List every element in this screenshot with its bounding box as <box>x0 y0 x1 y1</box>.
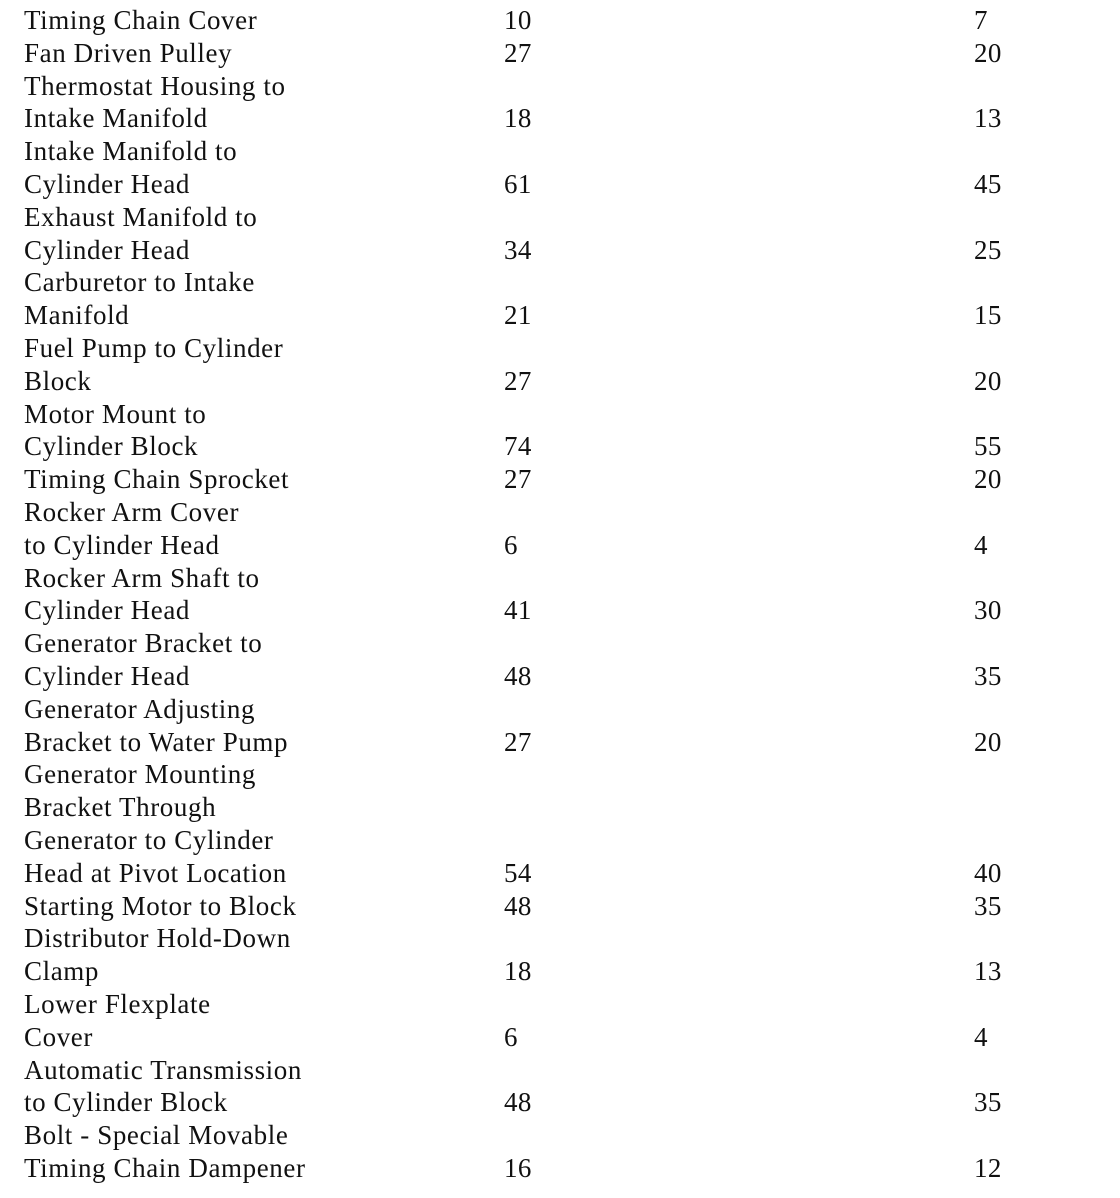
torque-value-b: 4 <box>974 1021 988 1052</box>
value-column-b <box>974 496 1114 562</box>
component-label-line: Timing Chain Cover <box>24 5 258 35</box>
value-column-b <box>974 922 1114 988</box>
component-label <box>24 37 494 70</box>
value-column-a <box>504 562 974 628</box>
value-column-b <box>974 693 1114 759</box>
spacer <box>974 201 1114 234</box>
component-label <box>24 135 494 201</box>
value-column-b <box>974 463 1114 496</box>
value-column-a <box>504 922 974 988</box>
spacer <box>504 824 974 857</box>
torque-value-a: 27 <box>504 37 532 68</box>
spacer <box>974 562 1114 595</box>
component-label-line: Block <box>24 365 92 396</box>
table-row <box>24 496 1120 562</box>
component-label-line: to Cylinder Head <box>24 529 220 560</box>
spacer <box>504 562 974 595</box>
torque-value-a: 27 <box>504 464 532 495</box>
component-label-line: Head at Pivot Location <box>24 857 287 888</box>
value-column-a <box>504 758 974 889</box>
component-label-line: Bracket Through <box>24 792 217 823</box>
component-label <box>24 627 494 693</box>
spacer <box>974 988 1114 1021</box>
component-label <box>24 4 494 37</box>
value-column-a <box>504 398 974 464</box>
component-label <box>24 758 494 889</box>
value-column-b <box>974 70 1114 136</box>
spacer <box>974 1119 1114 1152</box>
torque-value-b: 7 <box>974 5 988 35</box>
component-label-line: Motor Mount to <box>24 398 207 429</box>
value-column-b <box>974 627 1114 693</box>
value-column-a <box>504 201 974 267</box>
torque-value-b: 40 <box>974 857 1002 888</box>
spacer <box>974 693 1114 726</box>
component-label-line: Rocker Arm Shaft to <box>24 562 260 593</box>
spacer <box>504 332 974 365</box>
component-label-line: Generator to Cylinder <box>24 824 274 855</box>
component-label-line: Fuel Pump to Cylinder <box>24 332 284 363</box>
spacer <box>974 135 1114 168</box>
table-row <box>24 1054 1120 1120</box>
value-column-b <box>974 1054 1114 1120</box>
component-label-line: Timing Chain Dampener <box>24 1152 306 1183</box>
table-row <box>24 562 1120 628</box>
torque-value-a: 27 <box>504 726 532 757</box>
spacer <box>504 135 974 168</box>
torque-value-b: 20 <box>974 464 1002 495</box>
torque-value-b: 13 <box>974 956 1002 987</box>
value-column-a <box>504 135 974 201</box>
spacer <box>974 1054 1114 1087</box>
table-row <box>24 201 1120 267</box>
value-column-a <box>504 693 974 759</box>
torque-value-b: 20 <box>974 726 1002 757</box>
spacer <box>504 627 974 660</box>
component-label-line: Intake Manifold to <box>24 136 238 167</box>
spacer <box>504 266 974 299</box>
value-column-b <box>974 1119 1114 1185</box>
table-row <box>24 1119 1120 1185</box>
component-label-line: Generator Mounting <box>24 759 256 790</box>
table-row <box>24 37 1120 70</box>
torque-value-b: 45 <box>974 168 1002 199</box>
value-column-b <box>974 758 1114 889</box>
value-column-a <box>504 463 974 496</box>
spacer <box>504 922 974 955</box>
torque-value-a: 61 <box>504 168 532 199</box>
component-label-line: Rocker Arm Cover <box>24 496 240 527</box>
table-row <box>24 135 1120 201</box>
component-label-line: Timing Chain Sprocket <box>24 464 290 495</box>
component-label-line: Generator Bracket to <box>24 628 263 659</box>
torque-value-b: 13 <box>974 103 1002 134</box>
component-label-line: Bolt - Special Movable <box>24 1120 289 1151</box>
torque-value-b: 12 <box>974 1152 1002 1183</box>
component-label <box>24 1119 494 1185</box>
spacer <box>974 922 1114 955</box>
torque-value-b: 20 <box>974 365 1002 396</box>
value-column-a <box>504 266 974 332</box>
torque-value-a: 74 <box>504 431 532 462</box>
component-label-line: Cylinder Head <box>24 168 191 199</box>
component-label-line: Cylinder Block <box>24 431 199 462</box>
torque-value-b: 30 <box>974 595 1002 626</box>
torque-value-a: 16 <box>504 1152 532 1183</box>
component-label <box>24 1054 494 1120</box>
spacer <box>974 824 1114 857</box>
component-label-line: Fan Driven Pulley <box>24 37 233 68</box>
spacer <box>504 70 974 103</box>
component-label-line: Clamp <box>24 956 99 987</box>
spacer <box>504 693 974 726</box>
spacer <box>974 496 1114 529</box>
value-column-b <box>974 988 1114 1054</box>
component-label <box>24 562 494 628</box>
table-row <box>24 890 1120 923</box>
component-label-line: Carburetor to Intake <box>24 267 255 298</box>
table-row <box>24 463 1120 496</box>
component-label <box>24 922 494 988</box>
component-label-line: Cover <box>24 1021 93 1052</box>
torque-value-a: 18 <box>504 103 532 134</box>
torque-value-a: 27 <box>504 365 532 396</box>
spacer <box>974 627 1114 660</box>
torque-value-a: 10 <box>504 5 532 35</box>
table-row <box>24 398 1120 464</box>
value-column-a <box>504 4 974 37</box>
spacer <box>974 791 1114 824</box>
table-row <box>24 70 1120 136</box>
component-label-line: Exhaust Manifold to <box>24 201 258 232</box>
torque-value-a: 48 <box>504 660 532 691</box>
spacer <box>974 398 1114 431</box>
value-column-a <box>504 332 974 398</box>
table-row <box>24 627 1120 693</box>
value-column-a <box>504 1054 974 1120</box>
table-row <box>24 266 1120 332</box>
torque-value-a: 34 <box>504 234 532 265</box>
component-label-line: Generator Adjusting <box>24 693 256 724</box>
value-column-b <box>974 135 1114 201</box>
component-label-line: Cylinder Head <box>24 660 191 691</box>
spacer <box>504 791 974 824</box>
value-column-a <box>504 496 974 562</box>
component-label <box>24 70 494 136</box>
component-label-line: Cylinder Head <box>24 595 191 626</box>
torque-value-b: 55 <box>974 431 1002 462</box>
component-label-line: Bracket to Water Pump <box>24 726 289 757</box>
spacer <box>504 496 974 529</box>
torque-value-b: 15 <box>974 300 1002 331</box>
torque-spec-table <box>0 4 1120 1185</box>
torque-value-b: 25 <box>974 234 1002 265</box>
component-label-line: to Cylinder Block <box>24 1087 228 1118</box>
component-label <box>24 988 494 1054</box>
spacer <box>504 398 974 431</box>
torque-value-a: 54 <box>504 857 532 888</box>
table-row <box>24 4 1120 37</box>
value-column-a <box>504 890 974 923</box>
component-label <box>24 201 494 267</box>
value-column-b <box>974 562 1114 628</box>
component-label <box>24 890 494 923</box>
torque-value-b: 35 <box>974 660 1002 691</box>
spacer <box>974 70 1114 103</box>
value-column-a <box>504 627 974 693</box>
component-label-line: Automatic Transmission <box>24 1054 302 1085</box>
component-label <box>24 693 494 759</box>
torque-value-b: 35 <box>974 1087 1002 1118</box>
torque-value-a: 18 <box>504 956 532 987</box>
component-label <box>24 332 494 398</box>
component-label-line: Starting Motor to Block <box>24 890 297 921</box>
torque-value-b: 4 <box>974 529 988 560</box>
component-label-line: Cylinder Head <box>24 234 191 265</box>
component-label-line: Manifold <box>24 300 130 331</box>
spacer <box>974 758 1114 791</box>
torque-value-a: 48 <box>504 1087 532 1118</box>
value-column-a <box>504 70 974 136</box>
component-label <box>24 398 494 464</box>
value-column-b <box>974 332 1114 398</box>
torque-value-a: 21 <box>504 300 532 331</box>
value-column-b <box>974 398 1114 464</box>
spacer <box>974 266 1114 299</box>
table-row <box>24 922 1120 988</box>
torque-value-a: 41 <box>504 595 532 626</box>
table-row <box>24 693 1120 759</box>
torque-value-a: 6 <box>504 1021 518 1052</box>
spacer <box>504 201 974 234</box>
table-row <box>24 988 1120 1054</box>
component-label <box>24 266 494 332</box>
torque-value-b: 20 <box>974 37 1002 68</box>
torque-value-a: 6 <box>504 529 518 560</box>
value-column-b <box>974 890 1114 923</box>
value-column-b <box>974 4 1114 37</box>
component-label-line: Intake Manifold <box>24 103 208 134</box>
table-row <box>24 332 1120 398</box>
component-label <box>24 463 494 496</box>
component-label-line: Distributor Hold-Down <box>24 923 291 954</box>
spacer <box>504 1119 974 1152</box>
spacer <box>504 758 974 791</box>
value-column-b <box>974 37 1114 70</box>
spacer <box>974 332 1114 365</box>
spacer <box>504 988 974 1021</box>
component-label <box>24 496 494 562</box>
spacer <box>504 1054 974 1087</box>
value-column-a <box>504 37 974 70</box>
torque-value-b: 35 <box>974 890 1002 921</box>
value-column-a <box>504 988 974 1054</box>
value-column-b <box>974 266 1114 332</box>
table-row <box>24 758 1120 889</box>
component-label-line: Thermostat Housing to <box>24 70 286 101</box>
torque-value-a: 48 <box>504 890 532 921</box>
value-column-b <box>974 201 1114 267</box>
value-column-a <box>504 1119 974 1185</box>
component-label-line: Lower Flexplate <box>24 988 211 1019</box>
